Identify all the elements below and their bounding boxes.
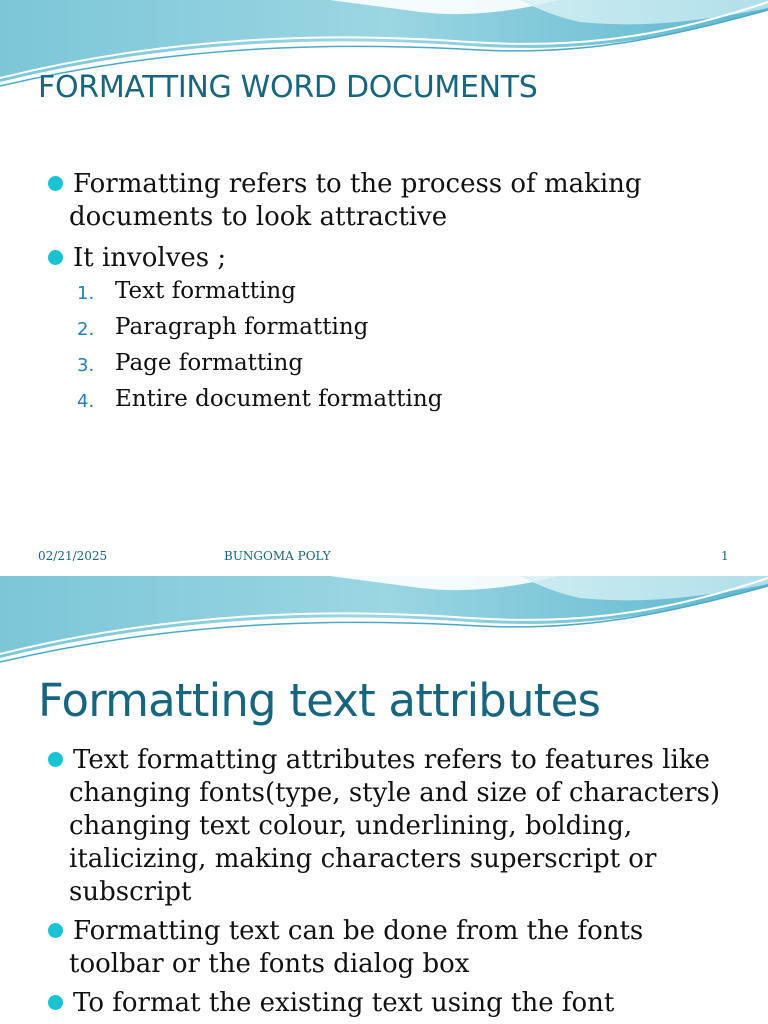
bullet-list <box>0 168 768 275</box>
bullet-dot-icon <box>48 923 63 938</box>
numbered-item <box>0 314 768 350</box>
bullet-dot-icon <box>48 176 63 191</box>
bullet-dot-icon <box>48 995 63 1010</box>
bullet-text: Formatting text can be done from the fonts toolbar or the fonts dialog box <box>69 916 644 979</box>
item-label: Entire document formatting <box>115 386 443 412</box>
bullet-text: To format the existing text using the font <box>73 988 615 1018</box>
slide-2 <box>0 576 768 1024</box>
slide-title: FORMATTING WORD DOCUMENTS <box>38 70 538 105</box>
item-label: Text formatting <box>115 278 296 304</box>
numbered-list <box>0 278 768 422</box>
numbered-item <box>0 350 768 386</box>
bullet-text: Text formatting attributes refers to features like changing fonts(type, style and size of characters) changing text colour, underlining, bolding, italicizing, making characters superscript or subscript <box>69 745 721 907</box>
bullet-item <box>0 987 768 1020</box>
bullet-item <box>0 915 768 981</box>
bullet-item <box>0 744 768 909</box>
item-number: 3. <box>77 355 95 376</box>
item-number: 1. <box>77 283 95 304</box>
footer-text: BUNGOMA POLY <box>224 549 331 563</box>
header-wave-decoration <box>0 576 768 666</box>
bullet-dot-icon <box>48 250 63 265</box>
item-number: 2. <box>77 319 95 340</box>
slide-number: 1 <box>721 549 729 563</box>
footer-date: 02/21/2025 <box>38 549 108 563</box>
slide-title: Formatting text attributes <box>38 674 601 727</box>
item-label: Paragraph formatting <box>115 314 369 340</box>
item-label: Page formatting <box>115 350 304 376</box>
bullet-item <box>0 242 768 275</box>
bullet-list <box>0 744 768 1020</box>
item-number: 4. <box>77 391 95 412</box>
bullet-dot-icon <box>48 752 63 767</box>
bullet-text: Formatting refers to the process of making documents to look attractive <box>69 169 642 232</box>
bullet-text: It involves ; <box>73 243 227 273</box>
bullet-item <box>0 168 768 234</box>
numbered-item <box>0 278 768 314</box>
numbered-item <box>0 386 768 422</box>
